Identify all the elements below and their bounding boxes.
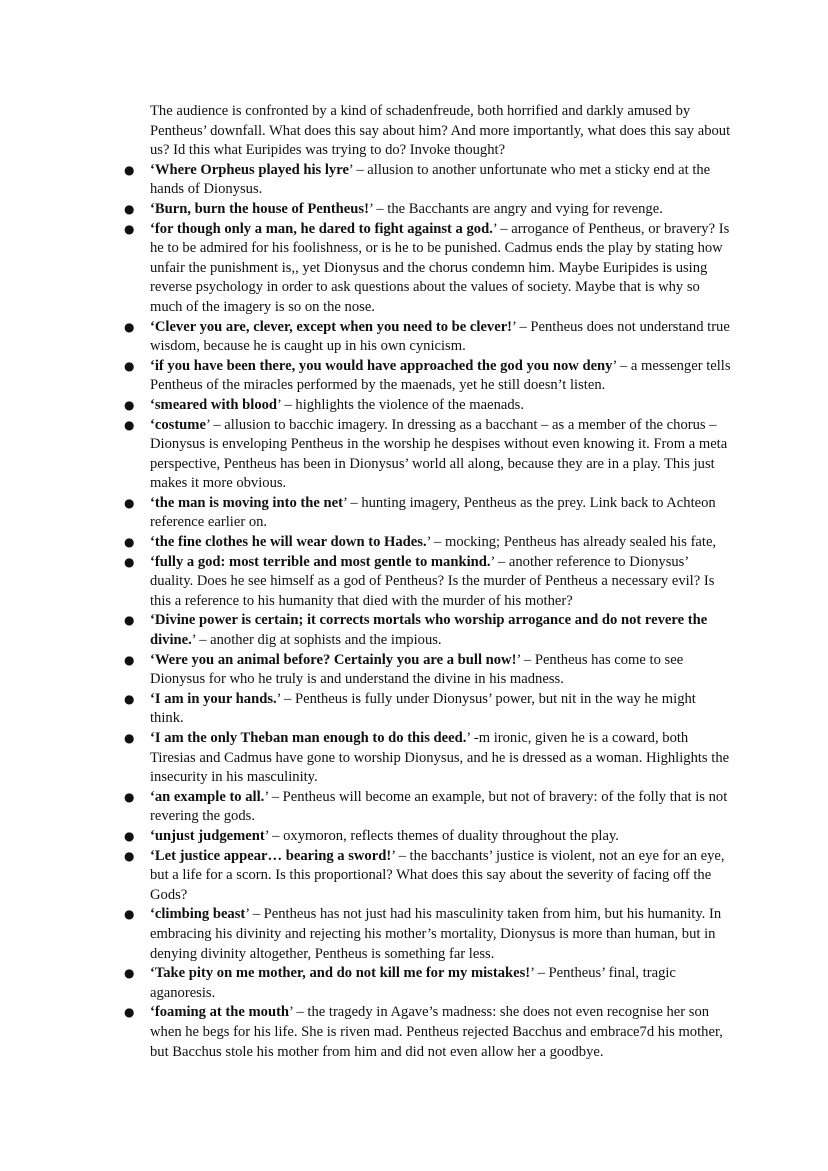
quote: ‘for though only a man, he dared to fight against a god. bbox=[150, 220, 493, 237]
list-item bbox=[124, 905, 732, 964]
analysis: ’ – the Bacchants are angry and vying for revenge. bbox=[368, 200, 663, 217]
bullet-icon: ● bbox=[124, 613, 135, 628]
bullet-icon: ● bbox=[124, 319, 135, 334]
bullet-icon: ● bbox=[124, 221, 135, 236]
analysis: ’ – hunting imagery, Pentheus as the prey. Link back to Achteon reference earlier on. bbox=[150, 494, 716, 531]
list-item bbox=[124, 729, 732, 788]
quote: ‘the fine clothes he will wear down to Hades. bbox=[150, 534, 427, 551]
analysis: ’ – Pentheus has not just had his masculinity taken from him, but his humanity. In embracing his divinity and rejecting his mother’s mortality, Dionysus is more than human, but in denying divinity altogether, Pentheus is something far less. bbox=[150, 906, 722, 962]
quote: ‘climbing beast bbox=[150, 906, 246, 923]
bullet-icon: ● bbox=[124, 731, 135, 745]
bullet-icon: ● bbox=[124, 201, 135, 216]
intro-paragraph: The audience is confronted by a kind of schadenfreude, both horrified and darkly amused by Pentheus’ downfall. What does this say about him? And more importantly, what does this say about us? Id this what Euripides was trying to do? Invoke thought? bbox=[150, 103, 731, 159]
list-item bbox=[124, 161, 732, 200]
bullet-icon: ● bbox=[124, 1005, 135, 1020]
quote: ‘Let justice appear… bearing a sword! bbox=[150, 847, 392, 864]
quote: ‘fully a god: most terrible and most gentle to mankind. bbox=[150, 553, 491, 570]
analysis: ’ – Pentheus has come to see Dionysus for who he truly is and understand the divine in his madness. bbox=[150, 651, 684, 688]
list-item bbox=[124, 611, 732, 650]
bullet-icon: ● bbox=[124, 691, 135, 706]
bullet-icon: ● bbox=[124, 848, 135, 863]
list-item bbox=[124, 220, 732, 318]
analysis: ’ – mocking; Pentheus has already sealed his fate, bbox=[426, 534, 717, 551]
analysis: ’ -m ironic, given he is a coward, both Tiresias and Cadmus have gone to worship Dionysus, and he is dressed as a woman. Highlights the insecurity in his masculinity. bbox=[150, 730, 730, 786]
analysis: ’ – another reference to Dionysus’ duality. Does he see himself as a god of Pentheus? Is the murder of Pentheus a necessary evil? Is this a reference to his humanity that died with the murder of his mother? bbox=[150, 553, 715, 609]
list-item bbox=[124, 357, 732, 396]
quote: ‘Take pity on me mother, and do not kill me for my mistakes! bbox=[150, 965, 531, 982]
bullet-icon: ● bbox=[124, 162, 135, 177]
analysis: ’ – oxymoron, reflects themes of duality throughout the play. bbox=[264, 827, 619, 844]
bullet-icon: ● bbox=[124, 554, 135, 569]
quote: ‘the man is moving into the net bbox=[150, 494, 343, 511]
analysis: ’ – the bacchants’ justice is violent, not an eye for an eye, but a life for a scorn. Is this proportional? What does this say about the severity of facing off the Gods? bbox=[150, 847, 725, 903]
quote: ‘an example to all. bbox=[150, 788, 265, 805]
bullet-icon: ● bbox=[124, 495, 135, 510]
analysis: ’ – Pentheus’ final, tragic aganoresis. bbox=[150, 965, 676, 1001]
list-item bbox=[124, 788, 732, 827]
list-item bbox=[124, 396, 732, 416]
quote: ‘Clever you are, clever, except when you need to be clever! bbox=[150, 318, 513, 335]
bullet-icon: ● bbox=[124, 397, 135, 412]
quote: ‘unjust judgement bbox=[150, 827, 265, 844]
quote: ‘foaming at the mouth bbox=[150, 1004, 290, 1021]
list-item bbox=[124, 651, 732, 690]
list-item bbox=[124, 318, 732, 357]
list-item bbox=[124, 690, 732, 729]
analysis: ’ – allusion to bacchic imagery. In dressing as a bacchant – as a member of the chorus – Dionysus is enveloping Pentheus in the worship he despises without even knowing it. From a meta perspective, Pentheus has been in Dionysus’ world all along, because they are in a play. This just makes it more obvious. bbox=[150, 416, 728, 492]
bullet-icon: ● bbox=[124, 966, 135, 981]
quote: ‘Divine power is certain; it corrects mortals who worship arrogance and do not revere the divine. bbox=[150, 612, 708, 649]
quote: ‘Where Orpheus played his lyre bbox=[150, 161, 349, 178]
analysis: ’ – the tragedy in Agave’s madness: she does not even recognise her son when he begs for his life. She is riven mad. Pentheus rejected Bacchus and embrace7d his mother, but Bacchus stole his mother from him and did not even allow her a goodbye. bbox=[150, 1004, 723, 1060]
quote: ‘I am the only Theban man enough to do this deed. bbox=[150, 730, 467, 746]
quote: ‘I am in your hands. bbox=[150, 690, 277, 707]
bullet-icon: ● bbox=[124, 358, 135, 373]
quote: ‘if you have been there, you would have approached the god you now deny bbox=[150, 357, 613, 374]
list-item bbox=[124, 533, 732, 553]
bullet-icon: ● bbox=[124, 535, 135, 550]
analysis: ’ – Pentheus will become an example, but not of bravery: of the folly that is not revering the gods. bbox=[150, 788, 728, 825]
quote: ‘Were you an animal before? Certainly you are a bull now! bbox=[150, 651, 517, 668]
list-item bbox=[124, 847, 732, 906]
list-item bbox=[124, 200, 732, 220]
quote: ‘smeared with blood bbox=[150, 396, 278, 413]
bullet-icon: ● bbox=[124, 417, 135, 432]
quote-list bbox=[124, 161, 732, 1062]
analysis: ’ – Pentheus is fully under Dionysus’ power, but nit in the way he might think. bbox=[150, 690, 696, 727]
analysis: ’ – Pentheus does not understand true wisdom, because he is caught up in his own cynicism. bbox=[150, 318, 730, 355]
analysis: ’ – a messenger tells Pentheus of the miracles performed by the maenads, yet he still doesn’t listen. bbox=[150, 357, 731, 394]
bullet-icon: ● bbox=[124, 652, 135, 667]
list-item bbox=[124, 494, 732, 533]
bullet-icon: ● bbox=[124, 907, 135, 922]
bullet-icon: ● bbox=[124, 828, 135, 843]
analysis: ’ – allusion to another unfortunate who met a sticky end at the hands of Dionysus. bbox=[150, 161, 711, 198]
list-item bbox=[124, 1003, 732, 1062]
analysis: ’ – highlights the violence of the maenads. bbox=[277, 396, 524, 413]
list-item bbox=[124, 827, 732, 847]
list-item bbox=[124, 964, 732, 1003]
quote: ‘Burn, burn the house of Pentheus! bbox=[150, 200, 369, 217]
analysis: ’ – another dig at sophists and the impious. bbox=[191, 632, 442, 649]
bullet-icon: ● bbox=[124, 789, 135, 804]
quote: ‘costume bbox=[150, 416, 206, 433]
list-item bbox=[124, 553, 732, 612]
analysis: ’ – arrogance of Pentheus, or bravery? Is he to be admired for his foolishness, or is he to be punished. Cadmus ends the play by stating how unfair the punishment is,, yet Dionysus and the chorus condemn him. Maybe Euripides is using reverse psychology in order to ask questions about the values of society. Maybe that is why so much of the imagery is so on the nose. bbox=[150, 220, 730, 315]
list-item bbox=[124, 416, 732, 494]
